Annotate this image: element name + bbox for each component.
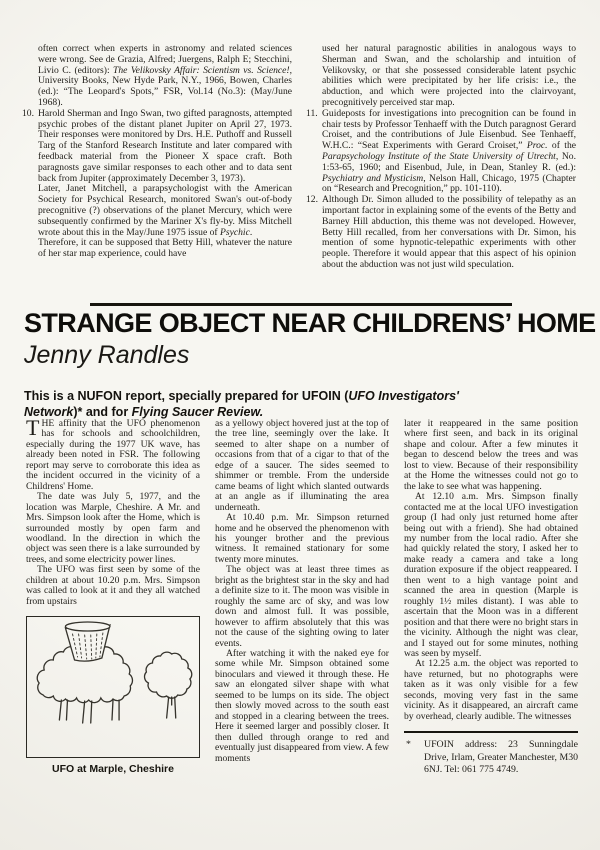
note-body [322,109,576,195]
text-segment: Psychic [220,226,250,238]
article-paragraph [404,659,578,722]
text-segment: used her natural paragnostic abilities in analogous ways to Sherman and Swan, and the scholarship and intuition of Velikovsky, or that she possessed considerable latent psychic abilities which were precipitated by her life crisis: i.e., the abduction, and which were projected into the clairvoyant, precognitively perceived star map. [322,43,576,108]
text-segment: Proc. [526,140,548,152]
text-segment: At 10.40 p.m. Mr. Simpson returned home and he observed the phenomenon with his younger brother and the previous witness. It remained stationary for some twenty more minutes. [215,512,389,565]
drop-cap: T [26,415,40,440]
article-paragraph [26,492,200,565]
note-body [322,44,576,109]
footnote-marker: * [406,739,411,751]
note-number: 10. [22,107,34,119]
article-paragraph [215,419,389,513]
ufo-sketch-icon [27,617,199,757]
ufo-figure [26,616,200,758]
note-item [22,44,292,109]
article-paragraph [26,565,200,607]
text-segment: , Nelson Hall, Chicago, 1975 (Chapter on “Research and Precognition,” pp. 101-110). [322,172,576,195]
text-segment: of the [547,140,576,152]
note-item [22,109,292,260]
text-segment: , University Books, New Hyde Park, N.Y., 1966, Bowen, Charles (ed.): “The Leopard's Spots,” FSR, Vol.14 (No.3): (May/June 1968). [38,64,292,108]
notes-column-left [22,44,292,271]
text-segment: Therefore, it can be supposed that Betty Hill, whatever the nature of her star map experience, could have [38,237,292,260]
note-paragraph [38,184,292,238]
notes-section [22,44,576,271]
article-paragraph [215,513,389,565]
note-body [38,109,292,260]
article-paragraph [404,419,578,492]
footnote-text: UFOIN address: 23 Sunningdale Drive, Irlam, Greater Manchester, M30 6NJ. Tel: 061 775 4749. [424,739,578,776]
text-segment: This is a NUFON report, specially prepared for UFOIN ( [24,389,349,403]
text-segment: . [249,226,253,238]
text-segment: Harold Sherman and Ingo Swan, two gifted paragnosts, attempted psychic probes of the distant planet Jupiter on April 27, 1973. Their responses were monitored by Drs. H.E. Puthoff and Russell Targ of the Stanford Research Institute and later compared with feedback material from the Pioneer X space craft. Both paragnosts gave similar responses to each other and to data sent back from Jupiter (approximately December 3, 1973). [38,107,292,184]
column-2-text [215,419,389,764]
article-columns [26,415,578,777]
text-segment: At 12.10 a.m. Mrs. Simpson finally contacted me at the local UFO investigation group (I had only just returned home after being out with a friend). She had obtained my number from the local radio. After she had quickly related the story, I asked her to make ready a camera and take a long duration exposure if the object reappeared. I then went to a high vantage point and scanned the area in question (Marple is roughly 1½ miles distant). I was able to ascertain that the Moon was in a different position and that there were no bright stars in the vicinity. Although the night was clear, and I stayed out for some minutes, nothing was seen by myself. [404,491,578,659]
text-segment: UFO Investigators' Network [24,389,460,419]
text-segment: later it reappeared in the same position where first seen, and back in its original shape and colour. After a few minutes it began to descend below the trees and was lost to view. Because of their responsibility at the Home the witnesses could not go to the lake to see what was happening. [404,418,578,492]
text-segment: At 12.25 a.m. the object was reported to have returned, but no photographs were taken as it was only visible for a few seconds, moving very fast in the same vicinity. As it disappeared, an aircraft came by overhead, clearly audible. The witnesses [404,658,578,722]
note-number: 12. [306,194,318,206]
text-segment: After watching it with the naked eye for some while Mr. Simpson obtained some binoculars and viewed it through these. He saw an elongated silver shape with what seemed to be lumps on its side. The object then slowly moved across to the south east and stopped in a clearing between the trees. Here it seemed larger and possibly closer. It then dulled through orange to red and eventually just disappeared from view. A few moments [215,647,389,764]
article-headline: STRANGE OBJECT NEAR CHILDRENS’ HOME [24,308,596,338]
text-segment: , No. 1:53-65, 1960; and Eisenbud, Jule, in Dean, Stanley R. (ed.): [322,150,576,173]
text-segment: The object was at least three times as bright as the brightest star in the sky and had a definite size to it. The moon was visible in roughly the same arc of sky, and was low down and almost full. It was possible, however to affirm absolutely that this was not the cause of the sighting owing to later events. [215,564,389,649]
note-number: 11. [306,107,318,119]
text-segment: HE affinity that the UFO phenomenon has for schools and schoolchildren, especially during the 1977 UK wave, has already been noted in FSR. The following report may serve to corroborate this idea as the incident occurred in the vicinity of a Childrens' Home. [26,418,200,492]
text-segment: Although Dr. Simon alluded to the possibility of telepathy as an important factor in explaining some of the events of the Betty and Barney Hill abduction, this theme was not developed. However, Betty Hill recalled, from her conversations with Dr. Simon, his mention of some hypnotic-telepathic experiments with other people. Therefore it would appear that this aspect of his opinion about the abduction was not just wild speculation. [322,194,576,270]
article-byline: Jenny Randles [24,341,190,369]
text-segment: Psychiatry and Mysticism [322,172,424,184]
note-item [306,44,576,109]
note-number [306,44,322,109]
text-segment: as a yellowy object hovered just at the top of the tree line, seemingly over the lake. It seemed to alter shape on a number of occasions from that of a cigar to that of the edge of a saucer. The sides seemed to shimmer or tremble. From the underside came beams of light which slanted outwards at an angle as if illuminating the area underneath. [215,418,389,513]
text-segment: )* and for [73,404,132,419]
text-segment: The date was July 5, 1977, and the location was Marple, Cheshire. A Mr. and Mrs. Simpson look after the Home, which is surrounded mostly by open farm and woodland. In the direction in which the object was seen there is a lake surrounded by trees, and some electricity power lines. [26,491,200,565]
note-paragraph [38,238,292,260]
column-3-text [404,419,578,722]
text-segment: The Velikovsky Affair: Scientism vs. Science! [113,64,290,76]
note-number [22,44,38,109]
text-segment: The UFO was first seen by some of the children at about 10.20 p.m. Mrs. Simpson was called to look at it and they all watched from upstairs [26,564,200,607]
text-segment: Parapsychology Institute of the State University of Utrecht [322,150,556,162]
notes-column-right [306,44,576,271]
note-paragraph [322,44,576,109]
text-segment: Later, Janet Mitchell, a parapsychologist with the American Society for Psychical Research, monitored Swan's out-of-body precognitive (?) observations of the planet Mercury, which were subsequently confirmed by the Mariner X's fly-by. Miss Mitchell wrote about this in the May/June 1975 issue of [38,183,292,238]
column-1-text [26,415,200,607]
text-segment: Guideposts for investigations into precognition can be found in chair tests by Professor Tenhaeff with the Dutch paragnost Gerard Croiset, and the contributions of Jule Eisenbud. See Tenhaeff, W.H.C.: “Seat Experiments with Gerard Croiset,” [322,107,576,152]
headline-rule [90,303,512,306]
article-column-2 [215,419,389,777]
note-paragraph [38,109,292,185]
note-body [38,44,292,109]
note-paragraph [322,195,576,271]
article-paragraph [215,649,389,764]
text-segment: often correct when experts in astronomy and related sciences were wrong. See de Grazia, Alfred; Juergens, Ralph E; Stecchini, Livio C. (editors): [38,43,292,76]
footnote [404,731,578,777]
article-column-3 [404,419,578,777]
article-paragraph [26,415,200,492]
note-body [322,195,576,271]
note-item [306,109,576,195]
article-paragraph [215,565,389,649]
figure-caption: UFO at Marple, Cheshire [52,763,174,776]
article-standfirst [24,389,496,420]
article-paragraph [404,492,578,659]
note-paragraph [322,109,576,195]
note-item [306,195,576,271]
text-segment: Flying Saucer Review. [131,404,264,419]
article-column-1 [26,415,200,777]
note-paragraph [38,44,292,109]
